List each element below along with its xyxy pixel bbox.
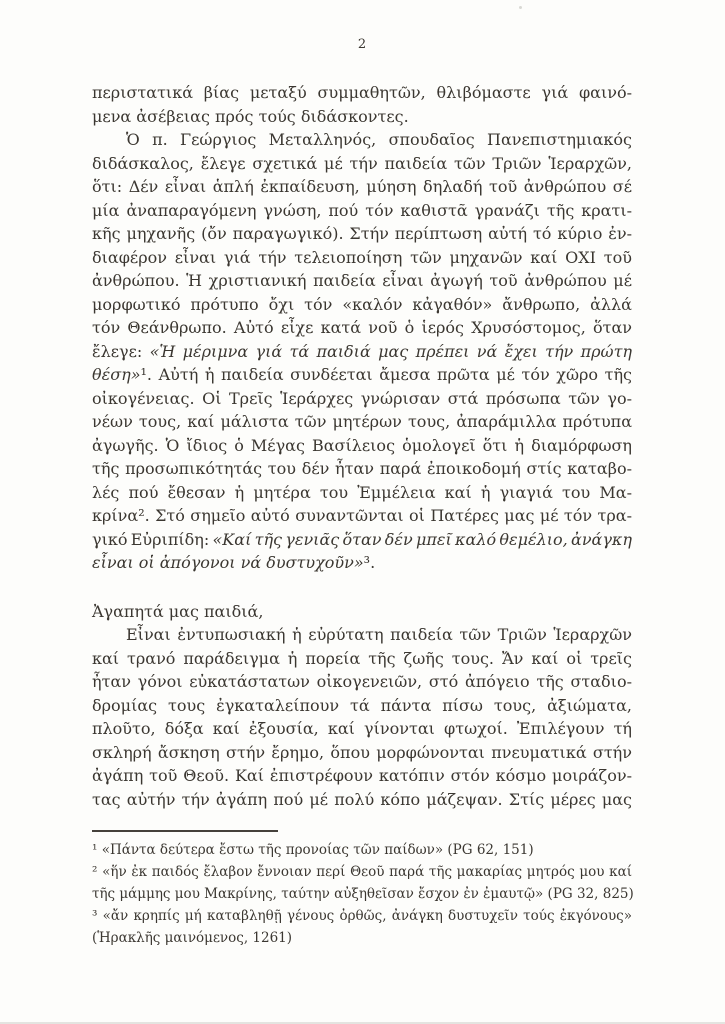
text-segment: καί τρανό παράδειγμα ἡ πορεία τῆς ζωῆς τους. Ἄν καί οἱ τρεῖς xyxy=(92,648,632,668)
text-line xyxy=(92,788,632,812)
text-segment: δρομίας τους ἐγκαταλείπουν τά πάντα πίσω τους, ἀξιώματα, xyxy=(92,695,632,715)
text-segment: τας αὐτήν τήν ἀγάπη πού μέ πολύ κόπο μάζεψαν. Στίς μέρες μας xyxy=(92,789,632,809)
paragraph xyxy=(92,623,632,811)
text-line xyxy=(92,81,632,105)
text-line xyxy=(92,387,632,411)
paragraph xyxy=(92,81,632,128)
paragraph xyxy=(92,600,632,624)
text-segment: διαφέρον εἶναι γιά τήν τελειοποίηση τῶν μηχανῶν καί ΟΧΙ τοῦ xyxy=(92,247,632,267)
footnote-line xyxy=(92,839,632,861)
text-segment: Ἀγαπητά μας παιδιά, xyxy=(92,601,264,621)
text-segment: νέων τους, καί μάλιστα τῶν μητέρων τους, ἀπαράμιλλα πρότυπα xyxy=(92,412,632,431)
text-line xyxy=(92,175,632,199)
text-segment: ¹ «Πάντα δεύτερα ἔστω τῆς προνοίας τῶν παίδων» (PG 62, 151) xyxy=(92,842,534,858)
text-line xyxy=(92,316,632,340)
text-line xyxy=(92,528,632,552)
scan-speck xyxy=(519,6,522,9)
footnote xyxy=(92,905,632,949)
text-segment: οἰκογένειας. Οἱ Τρεῖς Ἱεράρχες γνώρισαν στά πρόσωπα τῶν γο- xyxy=(92,388,632,408)
text-segment: μορφωτικό πρότυπο ὄχι τόν «καλόν κἀγαθόν» ἄνθρωπο, ἀλλά xyxy=(92,294,632,314)
text-segment: ¹. Αὐτή ἡ παιδεία συνδέεται ἄμεσα πρῶτα μέ τόν χῶρο τῆς xyxy=(140,365,632,384)
text-line xyxy=(92,105,632,129)
text-segment: (Ἡρακλῆς μαινόμενος, 1261) xyxy=(92,930,293,946)
text-line xyxy=(92,434,632,458)
text-line xyxy=(92,152,632,176)
text-segment: τόν Θεάνθρωπο. Αὐτό εἶχε κατά νοῦ ὁ ἱερός Χρυσόστομος, ὅταν xyxy=(92,318,632,337)
footnote-line xyxy=(92,905,632,927)
text-line xyxy=(92,551,632,575)
text-line xyxy=(92,764,632,788)
text-segment: ἀγωγῆς. Ὁ ἴδιος ὁ Μέγας Βασίλειος ὁμολογεῖ ὅτι ἡ διαμόρφωση xyxy=(92,435,632,455)
text-line xyxy=(92,647,632,671)
footnote-line xyxy=(92,861,632,883)
text-segment: ὅτι: Δέν εἶναι ἁπλή ἐκπαίδευση, μύηση δηλαδή τοῦ ἀνθρώπου σέ xyxy=(92,177,632,196)
text-segment: πλοῦτο, δόξα καί ἐξουσία, καί γίνονται φτωχοί. Ἐπιλέγουν τή xyxy=(92,719,632,738)
text-segment: ἀνθρώπου. Ἡ χριστιανική παιδεία εἶναι ἀγωγή τοῦ ἀνθρώπου μέ xyxy=(92,271,632,290)
text-segment: «Ἡ μέριμνα γιά τά παιδιά μας πρέπει νά ἔχει τήν πρώτη xyxy=(149,341,633,361)
footnote-line xyxy=(92,883,632,905)
text-segment: ² «ἥν ἐκ παιδός ἔλαβον ἔννοιαν περί Θεοῦ παρά τῆς μακαρίας μητρός μου καί xyxy=(92,864,632,880)
footnote-line xyxy=(92,927,632,949)
body-text xyxy=(92,81,632,811)
text-line xyxy=(92,694,632,718)
text-segment: τῆς μάμμης μου Μακρίνης, ταύτην αὐξηθεῖσαν ἔσχον ἐν ἐμαυτῷ» (PG 32, 825) xyxy=(92,886,634,902)
text-line xyxy=(92,363,632,387)
text-segment: εἶναι οἱ ἀπόγονοι νά δυστυχοῦν» xyxy=(92,553,364,572)
text-segment: Εἶναι ἐντυπωσιακή ἡ εὐρύτατη παιδεία τῶν Τριῶν Ἱεραρχῶν xyxy=(126,625,632,644)
text-segment: σκληρή ἄσκηση στήν ἔρημο, ὅπου μορφώνονται πνευματικά στήν xyxy=(92,742,632,762)
text-line xyxy=(92,504,632,528)
text-segment: μία ἀναπαραγόμενη γνώση, πού τόν καθιστᾶ γρανάζι τῆς κρατι- xyxy=(92,200,632,220)
text-line xyxy=(92,410,632,434)
text-segment: κρίνα². Στό σημεῖο αὐτό συναντῶνται οἱ Πατέρες μας μέ τόν τρα- xyxy=(92,506,632,525)
text-line xyxy=(92,269,632,293)
text-segment: ἦταν γόνοι εὐκατάστατων οἰκογενειῶν, στό ἀπόγειο τῆς σταδιο- xyxy=(92,672,632,691)
text-segment: «Καί τῆς γενιᾶς ὅταν δέν μπεῖ καλό θεμέλιο, ἀνάγκη xyxy=(212,529,633,549)
footnote xyxy=(92,861,632,905)
text-line xyxy=(92,340,632,364)
text-segment: κῆς μηχανῆς (ὄν παραγωγικό). Στήν περίπτωση αὐτή τό κύριο ἐν- xyxy=(92,224,632,243)
text-segment: περιστατικά βίας μεταξύ συμμαθητῶν, θλιβόμαστε γιά φαινό- xyxy=(92,83,632,102)
text-line xyxy=(92,741,632,765)
text-line xyxy=(92,481,632,505)
paragraph xyxy=(92,128,632,575)
text-segment: θέση» xyxy=(92,365,141,384)
text-segment: διδάσκαλος, ἔλεγε σχετικά μέ τήν παιδεία τῶν Τριῶν Ἱεραρχῶν, xyxy=(92,153,632,173)
text-line xyxy=(92,717,632,741)
page-number: 2 xyxy=(357,37,367,52)
text-segment: Ὁ π. Γεώργιος Μεταλληνός, σπουδαῖος Πανεπιστημιακός xyxy=(126,130,632,149)
footnote-separator xyxy=(92,830,278,832)
text-line xyxy=(92,246,632,270)
text-segment: ἀγάπη τοῦ Θεοῦ. Καί ἐπιστρέφουν κατόπιν στόν κόσμο μοιράζον- xyxy=(92,766,632,785)
text-line xyxy=(92,128,632,152)
text-line xyxy=(92,670,632,694)
text-line xyxy=(92,600,632,624)
text-line xyxy=(92,199,632,223)
footnote xyxy=(92,839,632,861)
text-segment: ³. xyxy=(363,553,376,572)
text-line xyxy=(92,457,632,481)
text-segment: τῆς προσωπικότητάς του δέν ἦταν παρά ἐποικοδομή στίς καταβο- xyxy=(92,459,632,478)
text-segment: γικό Εὐριπίδη: xyxy=(92,529,213,549)
text-line xyxy=(92,623,632,647)
text-segment: λές πού ἔθεσαν ἡ μητέρα του Ἐμμέλεια καί ἡ γιαγιά του Μα- xyxy=(92,482,632,502)
footnotes xyxy=(92,839,632,949)
text-segment: ἔλεγε: xyxy=(92,341,150,361)
text-segment: ³ «ἄν κρηπίς μή καταβληθῇ γένους ὀρθῶς, ἀνάγκη δυστυχεῖν τούς ἐκγόνους» xyxy=(92,908,632,924)
text-segment: μενα ἀσέβειας πρός τούς διδάσκοντες. xyxy=(92,106,409,126)
text-line xyxy=(92,293,632,317)
text-line xyxy=(92,222,632,246)
